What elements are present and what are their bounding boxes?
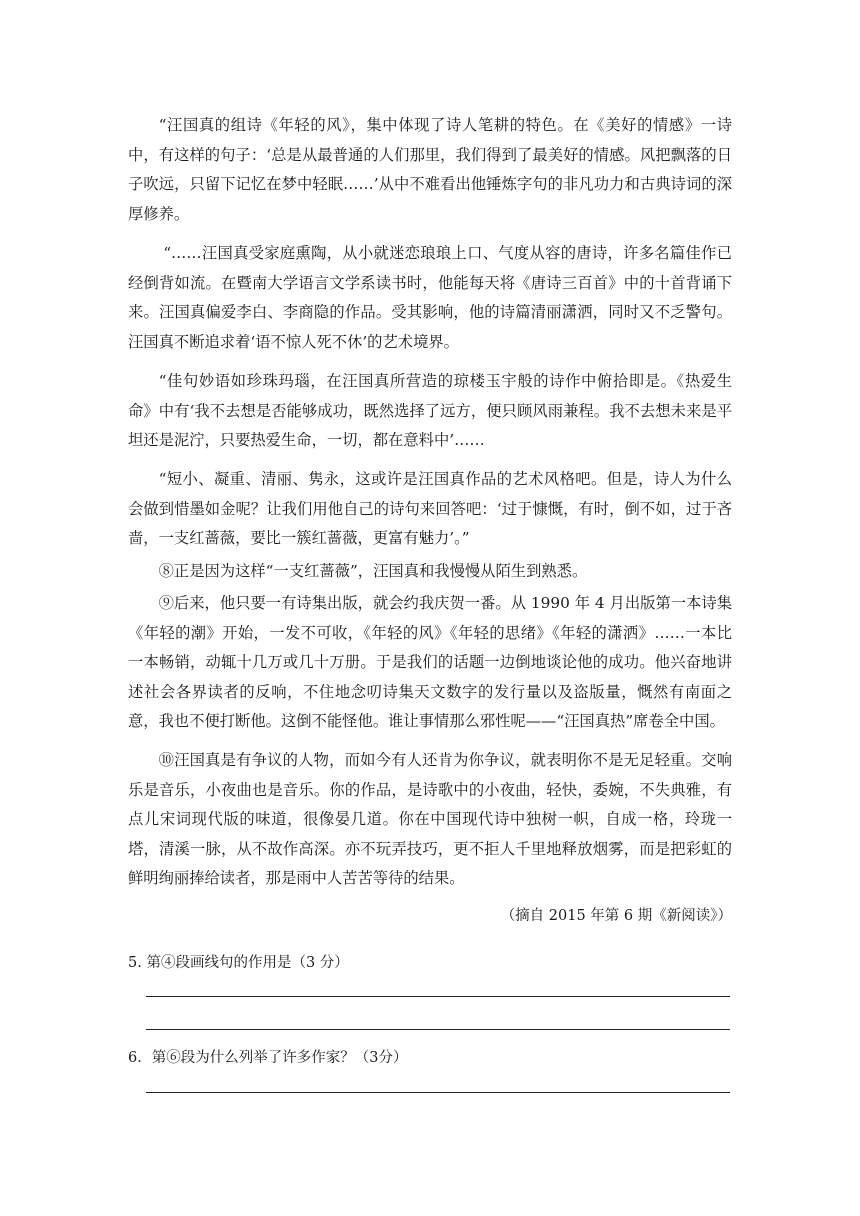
question-6: 6．第⑥段为什么列举了许多作家？（3分） (128, 1050, 408, 1066)
paragraph-1: “汪国真的组诗《年轻的风》，集中体现了诗人笔耕的特色。在《美好的情感》一诗中，有这样的句子：‘总是从最普通的人们那里，我们得到了最美好的情感。风把飘落的日子吹远，只留下记忆在梦中轻眠……’从中不难看出他锤炼字句的非凡功力和古典诗词的深厚修养。 (128, 116, 732, 223)
question-5: 5. 第④段画线句的作用是（3 分） (128, 955, 349, 971)
paragraph-9: ⑨后来，他只要一有诗集出版，就会约我庆贺一番。从 1990 年 4 月出版第一本诗集《年轻的潮》开始，一发不可收，《年轻的风》《年轻的思绪》《年轻的潇洒》……一本比一本畅销，动辄十几万或几十万册。于是我们的话题一边倒地谈论他的成功。他兴奋地讲述社会各界读者的反响，不住地念叨诗集天文数字的发行量以及盗版量，慨然有南面之意，我也不便打断他。这倒不能怪他。谁让事情那么邪性呢——“汪国真热”席卷全中国。 (128, 594, 732, 730)
paragraph-8: ⑧正是因为这样“一支红蔷薇”，汪国真和我慢慢从陌生到熟悉。 (158, 562, 588, 580)
paragraph-10: ⑩汪国真是有争议的人物，而如今有人还肯为你争议，就表明你不是无足轻重。交响乐是音乐，小夜曲也是音乐。你的作品，是诗歌中的小夜曲，轻快，委婉，不失典雅，有点儿宋词现代版的味道，很像晏几道。你在中国现代诗中独树一帜，自成一格，玲珑一塔，清溪一脉，从不故作高深。亦不玩弄技巧，更不拒人千里地释放烟雾，而是把彩虹的鲜明绚丽捧给读者，那是雨中人苦苦等待的结果。 (128, 751, 732, 887)
paragraph-4: “短小、凝重、清丽、隽永，这或许是汪国真作品的艺术风格吧。但是，诗人为什么会做到惜墨如金呢？让我们用他自己的诗句来回答吧：‘过于慷慨，有时，倒不如，过于吝啬，一支红蔷薇，要比一簇红蔷薇，更富有魅力’。” (128, 470, 732, 547)
paragraph-2: “……汪国真受家庭熏陶，从小就迷恋琅琅上口、气度从容的唐诗，许多名篇佳作已经倒背如流。在暨南大学语言文学系读书时，他能每天将《唐诗三百首》中的十首背诵下来。汪国真偏爱李白、李商隐的作品。受其影响，他的诗篇清丽潇洒，同时又不乏警句。汪国真不断追求着‘语不惊人死不休’的艺术境界。 (128, 244, 732, 351)
source-citation: （摘自 2015 年第 6 期《新阅读》） (500, 908, 732, 924)
answer-line-5a[interactable] (146, 996, 730, 997)
answer-line-6a[interactable] (146, 1092, 730, 1093)
answer-line-5b[interactable] (146, 1029, 730, 1030)
paragraph-3: “佳句妙语如珍珠玛瑙，在汪国真所营造的琼楼玉宇般的诗作中俯拾即是。《热爱生命》中有‘我不去想是否能够成功，既然选择了远方，便只顾风雨兼程。我不去想未来是平坦还是泥泞，只要热爱生命，一切，都在意料中’…… (128, 372, 732, 449)
